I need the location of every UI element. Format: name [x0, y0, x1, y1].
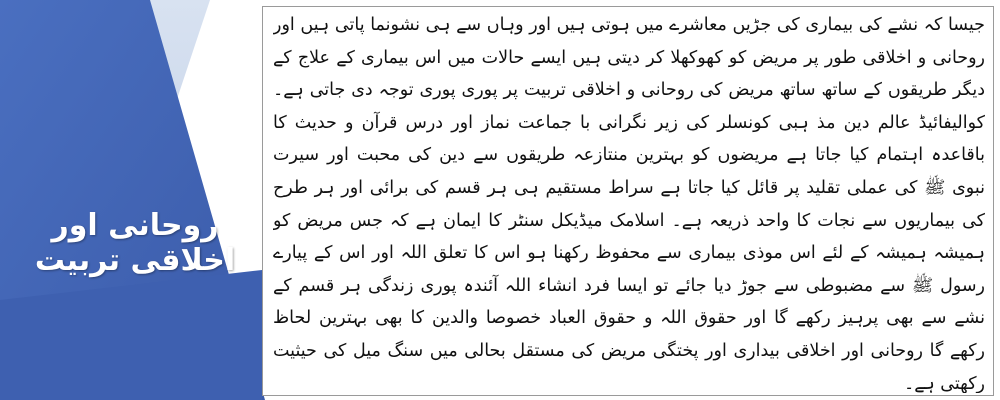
section-title: روحانی اور اخلاقی تربیت [34, 208, 236, 278]
text-panel [262, 6, 994, 396]
body-text-block [273, 9, 985, 393]
body-paragraph: جیسا کہ نشے کی بیماری کی جڑیں معاشرے میں ہوتی ہیں اور وہاں سے ہی نشونما پاتی ہیں اور روحانی و اخلاقی طور پر مریض کو کھوکھلا کر دیتی ہیں ایسے حالات میں اس بیماری کے علاج کے دیگر طریقوں کے ساتھ ساتھ مریض کی روحانی و اخلاقی تربیت پر پوری پوری توجہ دی جاتی ہے۔ کوالیفائیڈ عالم دین مذ ہبی کونسلر کی زیر نگرانی با جماعت نماز اور درس قرآن و حدیث کا باقاعدہ اہتمام کیا جاتا ہے مریضوں کو بہترین منتازعہ طریقوں سے دین کی محبت اور سیرت نبوی ﷺ کی عملی تقلید پر قائل کیا جاتا ہے سراط مستقیم ہی ہر قسم کی برائی اور ہر طرح کی بیماریوں سے نجات کا واحد ذریعہ ہے۔ اسلامک میڈیکل سنٹر کا ایمان ہے کہ جس مریض کو ہمیشہ ہمیشہ کے لئے اس موذی بیماری سے محفوظ رکھنا ہو اس کا تعلق اللہ اور اس کے پیارے رسول ﷺ سے مضبوطی سے جوڑ دیا جائے تو ایسا فرد انشاء اللہ آئندہ پوری زندگی ہر قسم کے نشے سے بھی پرہیز رکھے گا اور حقوق اللہ و حقوق العباد خصوصا والدین کا بھی بہترین لحاظ رکھے گا روحانی اور اخلاقی بیداری اور پختگی مریض کی مستقل بحالی میں سنگ میل کی حیثیت رکھتی ہے۔ [273, 15, 985, 393]
